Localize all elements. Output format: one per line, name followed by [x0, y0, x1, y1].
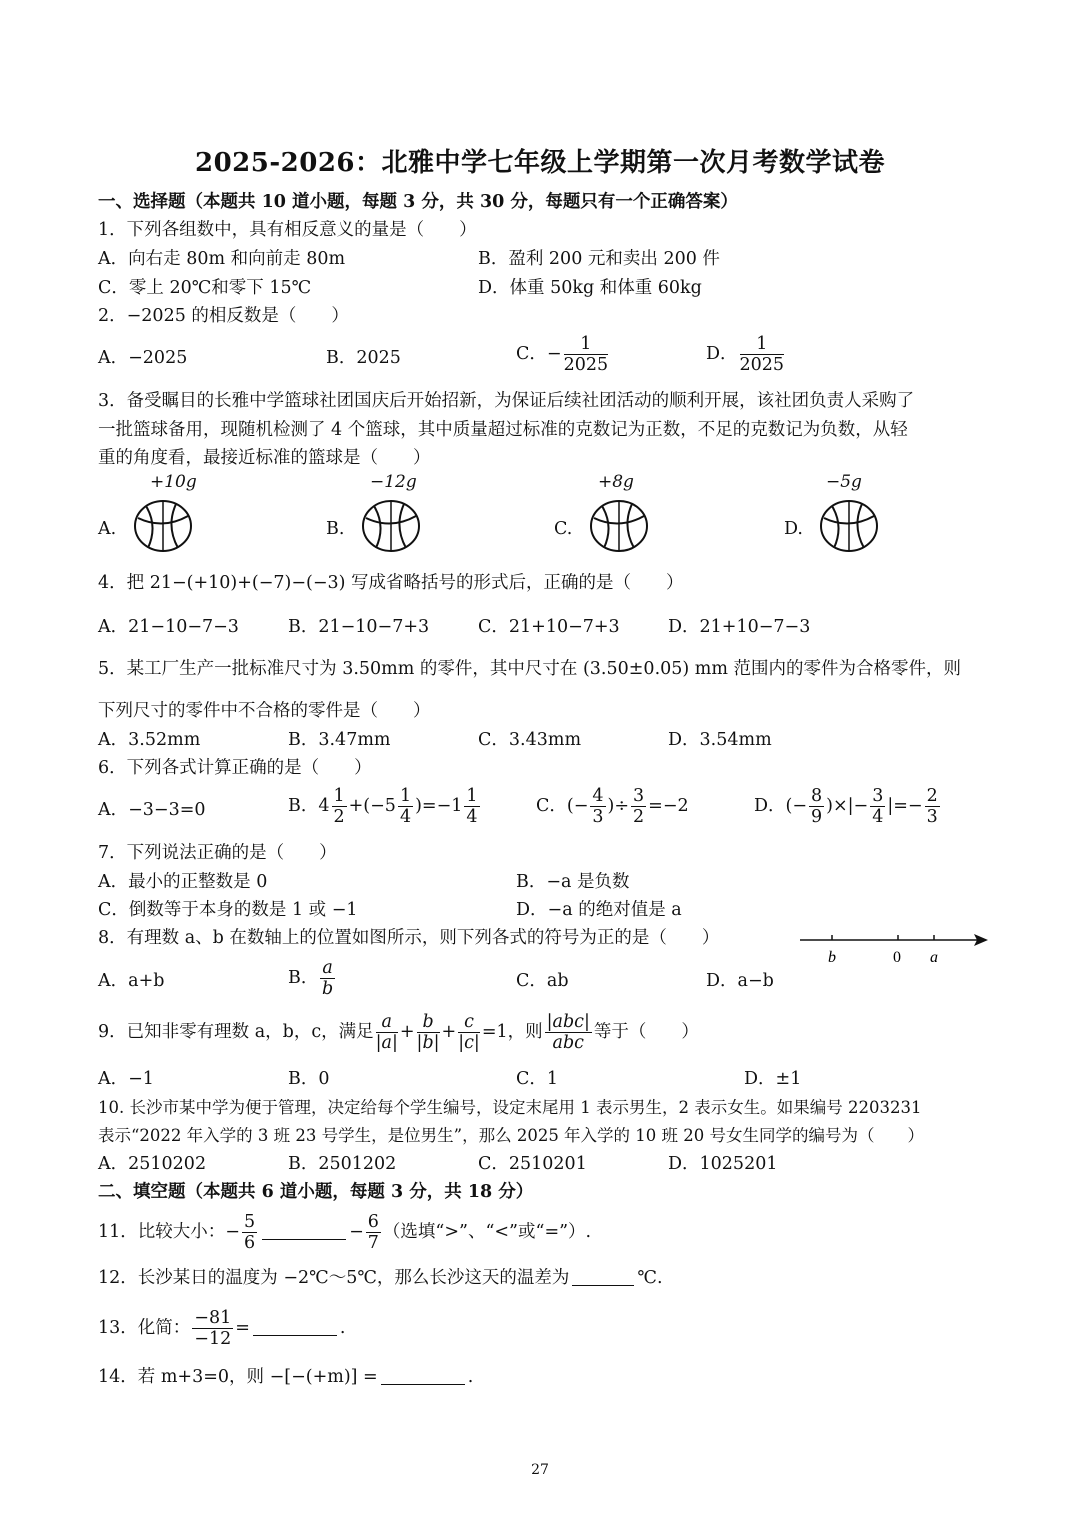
ball-c-weight: +8g: [598, 472, 634, 492]
q9-option-b[interactable]: B．0: [288, 1069, 330, 1089]
q7-option-a[interactable]: A．最小的正整数是 0: [98, 872, 268, 892]
page-title: 2025-2026：北雅中学七年级上学期第一次月考数学试卷: [194, 148, 886, 178]
q10-option-a[interactable]: A．2510202: [98, 1154, 207, 1174]
basketball-c-icon: [588, 498, 650, 554]
q12-answer-blank[interactable]: [572, 1284, 634, 1286]
q8-option-b-label: B．: [288, 968, 319, 988]
q2-d-numerator: 1: [740, 334, 785, 355]
q11-answer-blank[interactable]: [262, 1238, 346, 1240]
question-3-line-3: 重的角度看，最接近标准的篮球是（ ）: [98, 448, 431, 468]
basketball-a-icon: [132, 498, 194, 554]
q6-option-b[interactable]: B．4 $\frac{1}{2}$ +(−5 $\frac{1}{4}$ )=−1 $\frac{1}{4}$: [288, 786, 478, 827]
q10-option-c[interactable]: C．2510201: [478, 1154, 587, 1174]
q10-option-b[interactable]: B．2501202: [288, 1154, 397, 1174]
q2-option-a[interactable]: A．−2025: [98, 348, 188, 368]
question-5-line-2: 下列尺寸的零件中不合格的零件是（ ）: [98, 701, 431, 721]
q2-option-c[interactable]: [516, 334, 610, 375]
question-8-stem: 8．有理数 a、b 在数轴上的位置如图所示，则下列各式的符号为正的是（ ）: [98, 928, 720, 948]
q3-option-b[interactable]: B.: [326, 519, 345, 539]
q6-option-a[interactable]: A．−3−3=0: [98, 800, 206, 820]
q7-option-d[interactable]: D．−a 的绝对值是 a: [516, 900, 682, 920]
q2-option-b[interactable]: B．2025: [326, 348, 401, 368]
q8-option-b[interactable]: B． $\frac{a}{b}$: [288, 958, 334, 999]
question-14: 14．若 m+3=0，则 −[−(+m)] = .: [98, 1367, 474, 1387]
section-heading-fill: 二、填空题（本题共 6 道小题，每题 3 分，共 18 分）: [98, 1182, 534, 1202]
q5-option-b[interactable]: B．3.47mm: [288, 730, 391, 750]
q2-option-c-fraction: [564, 334, 609, 375]
question-7-stem: 7．下列说法正确的是（ ）: [98, 843, 337, 863]
q2-c-denominator: 2025: [563, 355, 609, 375]
q2-option-c-label: C．−: [516, 344, 562, 364]
question-12: 12．长沙某日的温度为 −2℃～5℃，那么长沙这天的温差为 ℃.: [98, 1268, 663, 1288]
q1-option-b[interactable]: B．盈利 200 元和卖出 200 件: [478, 249, 720, 269]
q1-option-a[interactable]: A．向右走 80m 和向前走 80m: [98, 249, 346, 269]
q8-option-a[interactable]: A．a+b: [98, 971, 165, 991]
q13-answer-blank[interactable]: [253, 1334, 337, 1336]
question-1-stem: 1．下列各组数中，具有相反意义的量是（ ）: [98, 220, 477, 240]
q4-option-b[interactable]: B．21−10−7+3: [288, 617, 430, 637]
question-11: 11．比较大小：− $\frac{5}{6}$ − $\frac{6}{7}$ （选填“>”、“<”或“=”）.: [98, 1212, 592, 1253]
number-line-zero: 0: [893, 949, 901, 966]
q4-option-c[interactable]: C．21+10−7+3: [478, 617, 620, 637]
question-2-stem: 2．−2025 的相反数是（ ）: [98, 306, 349, 326]
q4-option-d[interactable]: D．21+10−7−3: [668, 617, 811, 637]
number-line-a: a: [930, 949, 938, 966]
q2-d-denominator: 2025: [739, 355, 785, 375]
number-line-diagram: [798, 928, 990, 970]
q3-option-c[interactable]: C.: [554, 519, 573, 539]
question-10-line-2: 表示“2022 年入学的 3 班 23 号学生，是位男生”，那么 2025 年入学的 10 班 20 号女生同学的编号为（ ）: [98, 1126, 925, 1145]
section-heading-choice: 一、选择题（本题共 10 道小题，每题 3 分，共 30 分，每题只有一个正确答案）: [98, 192, 738, 212]
q9-option-d[interactable]: D．±1: [744, 1069, 802, 1089]
question-3-line-1: 3．备受瞩目的长雅中学篮球社团国庆后开始招新，为保证后续社团活动的顺利开展，该社团负责人采购了: [98, 391, 915, 411]
q3-option-a[interactable]: A.: [98, 519, 117, 539]
basketball-d-icon: [818, 498, 880, 554]
q7-option-b[interactable]: B．−a 是负数: [516, 872, 630, 892]
q8-option-c[interactable]: C．ab: [516, 971, 569, 991]
question-5-line-1: 5．某工厂生产一批标准尺寸为 3.50mm 的零件，其中尺寸在 (3.50±0.05) mm 范围内的零件为合格零件，则: [98, 659, 962, 679]
ball-a-weight: +10g: [150, 472, 197, 492]
q4-option-a[interactable]: A．21−10−7−3: [98, 617, 239, 637]
question-3-line-2: 一批篮球备用，现随机检测了 4 个篮球，其中质量超过标准的克数记为正数，不足的克数记为负数，从轻: [98, 420, 908, 440]
q6-option-c[interactable]: C．(− $\frac{4}{3}$ )÷ $\frac{3}{2}$ =−2: [536, 786, 689, 827]
q6-option-d[interactable]: D．(− $\frac{8}{9}$ )×|− $\frac{3}{4}$ |=− $\frac{2}{3}$: [754, 786, 938, 827]
q5-option-c[interactable]: C．3.43mm: [478, 730, 582, 750]
question-10-line-1: 10. 长沙市某中学为便于管理，决定给每个学生编号，设定末尾用 1 表示男生，2 表示女生。如果编号 2203231: [98, 1098, 922, 1117]
q2-option-d-label: D．: [706, 344, 738, 364]
q1-option-c[interactable]: C．零上 20℃和零下 15℃: [98, 278, 312, 298]
q5-option-a[interactable]: A．3.52mm: [98, 730, 201, 750]
q2-option-d-fraction: [740, 334, 785, 375]
ball-d-weight: −5g: [826, 472, 862, 492]
q10-option-d[interactable]: D．1025201: [668, 1154, 778, 1174]
question-4-stem: 4．把 21−(+10)+(−7)−(−3) 写成省略括号的形式后，正确的是（ ）: [98, 573, 684, 593]
number-line-b: b: [828, 949, 836, 966]
q2-option-d[interactable]: [706, 334, 786, 375]
q5-option-d[interactable]: D．3.54mm: [668, 730, 772, 750]
q9-option-a[interactable]: A．−1: [98, 1069, 154, 1089]
q9-option-c[interactable]: C．1: [516, 1069, 559, 1089]
q3-option-d[interactable]: D.: [784, 519, 803, 539]
page-number: 27: [531, 1462, 549, 1478]
q7-option-c[interactable]: C．倒数等于本身的数是 1 或 −1: [98, 900, 358, 920]
question-13: 13．化简： $\frac{-81}{-12}$ = .: [98, 1308, 346, 1349]
q14-answer-blank[interactable]: [381, 1383, 465, 1385]
q1-option-d[interactable]: D．体重 50kg 和体重 60kg: [478, 278, 702, 298]
question-6-stem: 6．下列各式计算正确的是（ ）: [98, 758, 372, 778]
basketball-b-icon: [360, 498, 422, 554]
ball-b-weight: −12g: [370, 472, 417, 492]
question-9-stem: 9．已知非零有理数 a，b，c，满足 $\frac{a}{|a|}$ + $\frac{b}{|b|}$ + $\frac{c}{|c|}$ =1，则 $\frac{\text{|abc|}}{\text{abc}}$ 等于（ ）: [98, 1012, 699, 1053]
q2-c-numerator: 1: [564, 334, 609, 355]
q8-option-d[interactable]: D．a−b: [706, 971, 774, 991]
